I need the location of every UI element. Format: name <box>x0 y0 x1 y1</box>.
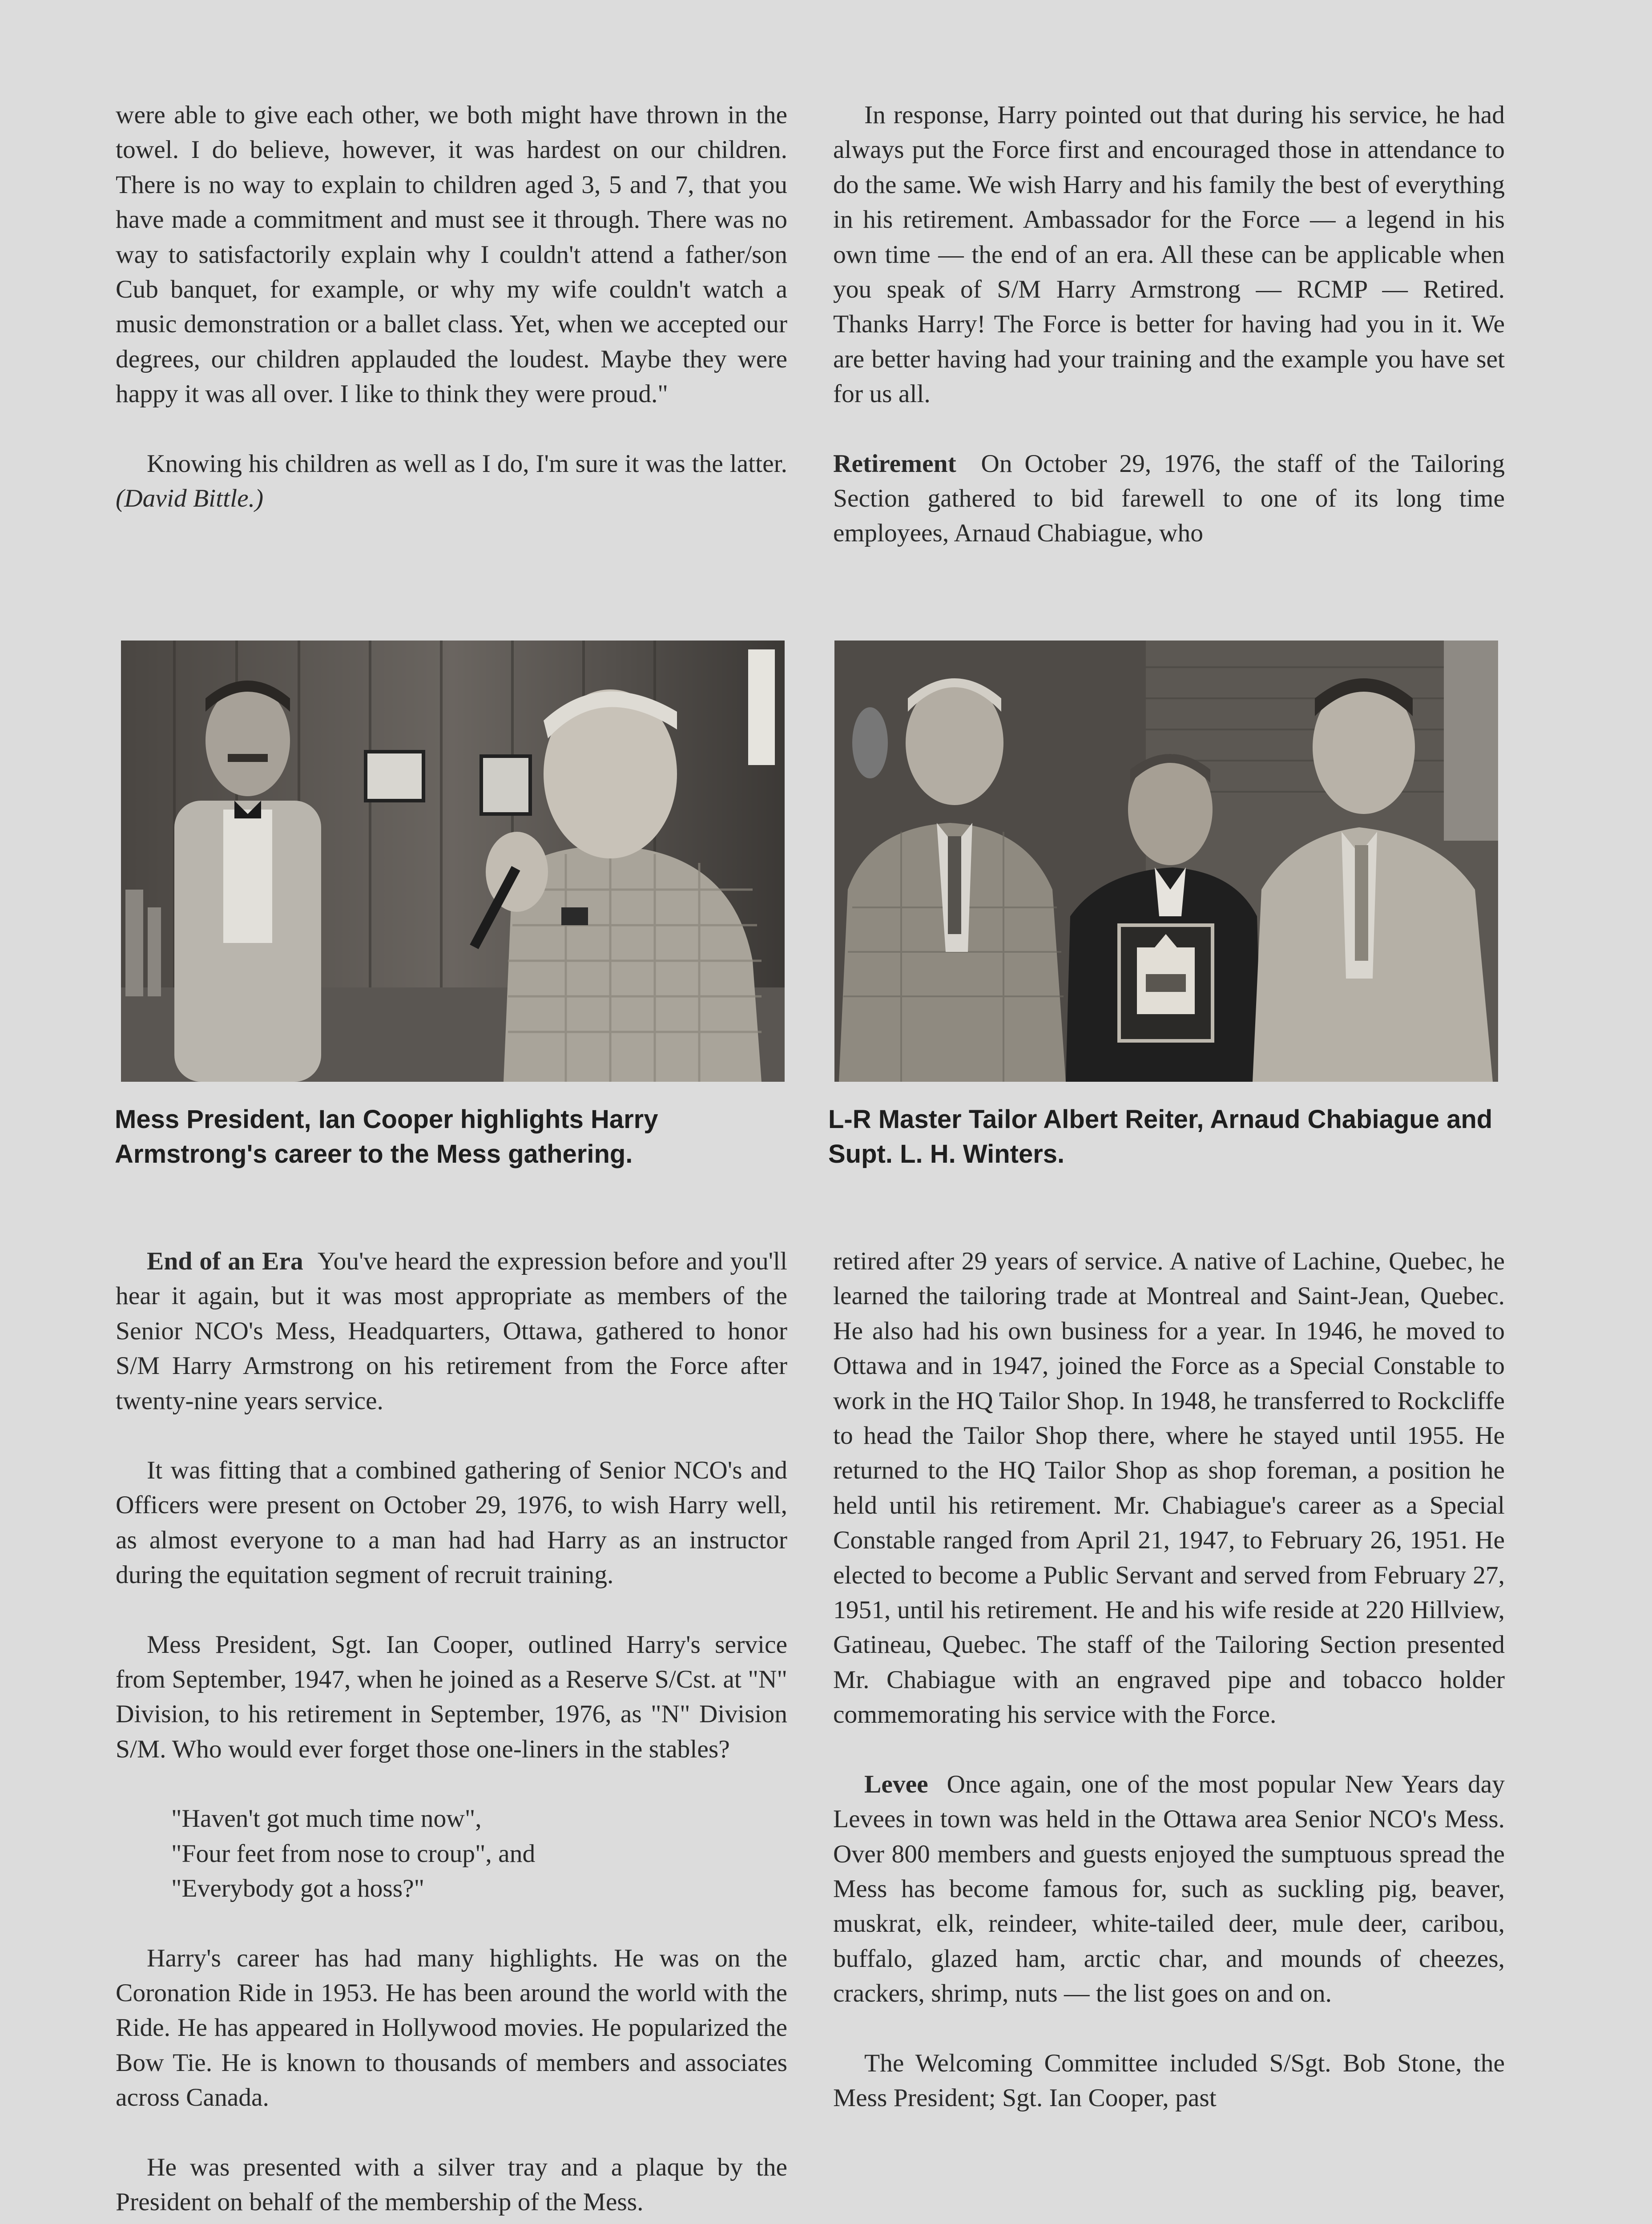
bottom-left-column <box>116 1244 787 2220</box>
section-heading: Levee <box>864 1770 928 1798</box>
quote-line: "Four feet from nose to croup", and <box>171 1839 536 1868</box>
article-paragraph: Mess President, Sgt. Ian Cooper, outlined Harry's service from September, 1947, when he joined as a Reserve S/Cst. at "N" Division, to his retirement in September, 1976, as "N" Division S/M. Who would ever forget those one-liners in the stables? <box>116 1630 787 1763</box>
quote-line: "Everybody got a hoss?" <box>171 1874 425 1903</box>
article-paragraph: retired after 29 years of service. A native of Lachine, Quebec, he learned the tailoring trade at Montreal and Saint-Jean, Quebec. He also had his own business for a year. In 1946, he moved to Ottawa and in 1947, joined the Force as a Special Constable to work in the HQ Tailor Shop. In 1948, he transferred to Rockcliffe to head the Tailor Shop there, where he stayed until 1955. He returned to the HQ Tailor Shop as shop foreman, a position he held until his retirement. Mr. Chabiague's career as a Special Constable ranged from April 21, 1947, to February 26, 1951. He elected to become a Public Servant and served from February 27, 1951, until his retirement. He and his wife reside at 220 Hillview, Gatineau, Quebec. The staff of the Tailoring Section presented Mr. Chabiague with an engraved pipe and tobacco holder commemorating his service with the Force. <box>833 1247 1505 1729</box>
section-heading: Retirement <box>833 449 956 478</box>
article-paragraph: In response, Harry pointed out that during his service, he had always put the Force first and encouraged those in attendance to do the same. We wish Harry and his family the best of everything in his retirement. Ambassador for the Force — a legend in his own time — the end of an era. All these can be applicable when you speak of S/M Harry Armstrong — RCMP — Retired. Thanks Harry! The Force is better for having had you in it. We are better having had your training and the example you have set for us all. <box>833 101 1505 408</box>
author-credit: (David Bittle.) <box>116 484 264 513</box>
top-right-column <box>833 98 1505 551</box>
article-paragraph: The Welcoming Committee included S/Sgt. Bob Stone, the Mess President; Sgt. Ian Cooper, past <box>833 2049 1505 2112</box>
paragraph-text: Knowing his children as well as I do, I'm sure it was the latter. <box>147 449 787 478</box>
photo-caption-left: Mess President, Ian Cooper highlights Harry Armstrong's career to the Mess gathering. <box>115 1105 658 1168</box>
paragraph-text: On October 29, 1976, the staff of the Tailoring Section gathered to bid farewell to one of its long time employees, Arnaud Chabiague, who <box>833 449 1505 548</box>
photo-tailor-retirement <box>834 641 1498 1082</box>
quote-block <box>116 1801 787 1906</box>
article-paragraph: Harry's career has had many highlights. He was on the Coronation Ride in 1953. He has been around the world with the Ride. He has appeared in Hollywood movies. He popularized the Bow Tie. He is known to thousands of members and associates across Canada. <box>116 1944 787 2112</box>
article-paragraph <box>116 1244 787 1418</box>
bottom-right-column <box>833 1244 1505 2115</box>
paragraph-text: Once again, one of the most popular New Years day Levees in town was held in the Ottawa area Senior NCO's Mess. Over 800 members and guests enjoyed the sumptuous spread the Mess has become famous for, such as suckling pig, beaver, muskrat, elk, reindeer, white-tailed deer, mule deer, caribou, buffalo, glazed ham, arctic char, and mounds of cheezes, crackers, shrimp, nuts — the list goes on and on. <box>833 1770 1505 2008</box>
photo-caption-right: L-R Master Tailor Albert Reiter, Arnaud Chabiague and Supt. L. H. Winters. <box>828 1105 1493 1168</box>
article-paragraph <box>833 447 1505 551</box>
article-paragraph <box>116 447 787 516</box>
article-paragraph: It was fitting that a combined gathering of Senior NCO's and Officers were present on October 29, 1976, to wish Harry well, as almost everyone to a man had had Harry as an instructor during the equitation segment of recruit training. <box>116 1456 787 1589</box>
article-paragraph <box>833 1767 1505 2011</box>
article-paragraph: He was presented with a silver tray and a plaque by the President on behalf of the membership of the Mess. <box>116 2153 787 2216</box>
quote-line: "Haven't got much time now", <box>171 1805 482 1833</box>
paragraph-text: You've heard the expression before and you'll hear it again, but it was most appropriate as members of the Senior NCO's Mess, Headquarters, Ottawa, gathered to honor S/M Harry Armstrong on his retirement from the Force after twenty-nine years service. <box>116 1247 788 1415</box>
section-heading: End of an Era <box>147 1247 303 1275</box>
article-paragraph: were able to give each other, we both might have thrown in the towel. I do believe, however, it was hardest on our children. There is no way to explain to children aged 3, 5 and 7, that you have made a commitment and must see it through. There was no way to satisfactorily explain why I couldn't attend a father/son Cub banquet, for example, or why my wife couldn't watch a music demonstration or a ballet class. Yet, when we accepted our degrees, our children applauded the loudest. Maybe they were happy it was all over. I like to think they were proud." <box>116 101 787 408</box>
top-left-column <box>116 98 787 516</box>
photo-mess-president <box>121 641 785 1082</box>
